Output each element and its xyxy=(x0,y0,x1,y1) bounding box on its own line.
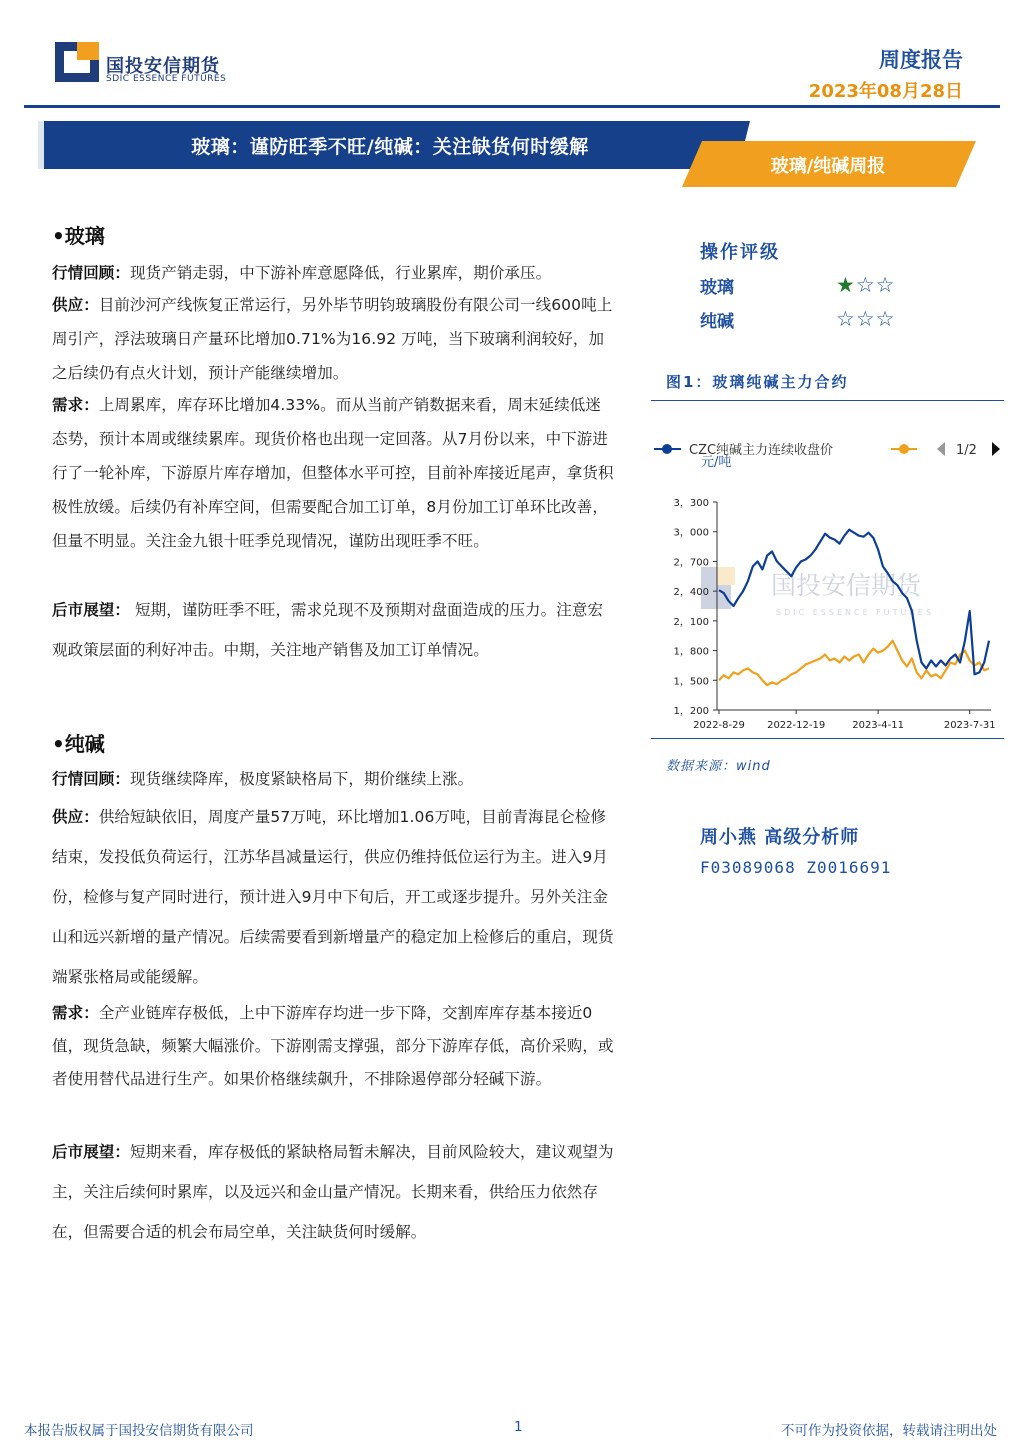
footer-disclaimer: 不可作为投资依据，转载请注明出处 xyxy=(781,1423,997,1439)
price-chart xyxy=(651,432,1004,732)
footer-copyright: 本报告版权属于国投安信期货有限公司 xyxy=(24,1423,254,1439)
chart-unit-label: 元/吨 xyxy=(701,455,732,470)
watermark-text-cn: 国投安信期货 xyxy=(771,571,922,600)
chart-watermark xyxy=(701,567,934,617)
y-tick-label: 2，700 xyxy=(673,557,709,569)
soda-outlook-label: 后市展望： xyxy=(52,1143,131,1161)
data-source: 数据来源：wind xyxy=(666,759,771,774)
company-logo xyxy=(55,42,99,82)
star-filled-icon: ★ xyxy=(836,273,856,297)
soda-outlook-text: 短期来看，库存极低的紧缺格局暂未解决，目前风险较大，建议观望为主，关注后续何时累库，以及远兴和金山量产情况。长期来看，供给压力依然存在，但需要合适的机会布局空单，关注缺货何时缓解。 xyxy=(52,1143,614,1241)
analyst-license-ids: F03089068 Z0016691 xyxy=(700,858,892,877)
soda-review-label: 行情回顾： xyxy=(52,770,131,788)
glass-review-text: 现货产销走弱，中下游补库意愿降低，行业累库，期价承压。 xyxy=(130,264,552,282)
legend-pager: 1/2 xyxy=(956,443,977,458)
x-tick-label: 2022-8-29 xyxy=(693,720,745,731)
y-tick-label: 1，200 xyxy=(673,706,709,717)
soda-review xyxy=(52,762,615,796)
legend-next-arrow[interactable] xyxy=(992,442,1000,456)
y-tick-label: 1，500 xyxy=(673,676,709,688)
figure-title: 图1：玻璃纯碱主力合约 xyxy=(666,373,849,391)
x-tick-label: 2023-7-31 xyxy=(943,720,996,731)
report-tag: 玻璃/纯碱周报 xyxy=(770,156,886,177)
report-date: 2023年08月28日 xyxy=(808,81,963,102)
star-empty-icon: ☆ xyxy=(855,307,876,331)
star-empty-icon: ☆ xyxy=(855,273,876,297)
figure-top-rule xyxy=(651,400,1004,401)
glass-supply-text: 目前沙河产线恢复正常运行，另外毕节明钧玻璃股份有限公司一线600吨上周引产，浮法玻璃日产量环比增加0.71%为16.92 万吨，当下玻璃利润较好，加之后续仍有点火计划，预计产能继续增加。 xyxy=(52,296,613,382)
rating-name-glass: 玻璃 xyxy=(700,278,734,298)
x-tick-label: 2023-4-11 xyxy=(852,720,904,731)
legend-prev-arrow[interactable] xyxy=(937,442,945,456)
soda-demand-text: 全产业链库存极低，上中下游库存均进一步下降，交割库库存基本接近0值，现货急缺，频繁大幅涨价。下游刚需支撑强，部分下游库存低，高价采购，或者使用替代品进行生产。如果价格继续飙升，不排除遏停部分轻碱下游。 xyxy=(52,1004,614,1088)
header-divider xyxy=(24,105,1000,108)
soda-outlook xyxy=(52,1132,615,1252)
star-empty-icon: ☆ xyxy=(875,307,896,331)
glass-review-label: 行情回顾： xyxy=(52,264,131,282)
glass-outlook xyxy=(52,590,615,670)
legend-label-blue: CZC纯碱主力连续收盘价 xyxy=(689,443,834,458)
rating-name-soda: 纯碱 xyxy=(700,312,734,332)
y-tick-label: 3，000 xyxy=(673,527,709,539)
rating-heading: 操作评级 xyxy=(700,242,780,263)
report-type: 周度报告 xyxy=(879,48,963,72)
y-tick-label: 2，100 xyxy=(673,616,709,628)
legend-marker-blue xyxy=(662,444,672,454)
watermark-text-en: SDIC ESSENCE FUTURES xyxy=(776,608,935,617)
star-empty-icon: ☆ xyxy=(836,307,856,331)
y-tick-label: 1，800 xyxy=(673,646,709,658)
glass-demand-text: 上周累库，库存环比增加4.33%。而从当前产销数据来看，周末延续低迷态势，预计本周或继续累库。现货价格也出现一定回落。从7月份以来，中下游进行了一轮补库，下游原片库存增加，但整体水平可控，目前补库接近尾声，拿货积极性放缓。后续仍有补库空间，但需要配合加工订单，8月份加工订单环比改善，但量不明显。关注金九银十旺季兑现情况，谨防出现旺季不旺。 xyxy=(52,396,614,550)
x-tick-label: 2022-12-19 xyxy=(767,720,826,731)
y-tick-label: 2，400 xyxy=(673,587,709,599)
series-line-soda-ash xyxy=(719,530,989,675)
legend-marker-orange xyxy=(899,444,909,454)
logo-text-en: SDIC ESSENCE FUTURES xyxy=(106,74,227,84)
glass-demand xyxy=(52,388,615,558)
star-empty-icon: ☆ xyxy=(875,273,896,297)
soda-supply xyxy=(52,797,615,997)
soda-review-text: 现货继续降库，极度紧缺格局下，期价继续上涨。 xyxy=(130,770,474,788)
glass-review xyxy=(52,256,615,290)
soda-demand xyxy=(52,997,615,1096)
soda-demand-label: 需求： xyxy=(52,1004,99,1022)
glass-supply xyxy=(52,288,615,390)
glass-supply-label: 供应： xyxy=(52,296,99,314)
section-heading-glass: •玻璃 xyxy=(52,224,105,248)
y-tick-label: 3，300 xyxy=(673,498,709,509)
watermark-logo-accent xyxy=(717,567,735,585)
rating-stars-glass xyxy=(836,273,895,297)
page-number: 1 xyxy=(514,1419,523,1435)
logo-text-cn: 国投安信期货 xyxy=(106,56,220,77)
section-heading-soda: •纯碱 xyxy=(52,732,105,756)
soda-supply-text: 供给短缺依旧，周度产量57万吨，环比增加1.06万吨，目前青海昆仑检修结束，发投低负荷运行，江苏华昌减量运行，供应仍维持低位运行为主。进入9月份，检修与复产同时进行，预计进入9月中下旬后，开工或逐步提升。另外关注金山和远兴新增的量产情况。后续需要看到新增量产的稳定加上检修后的重启，现货端紧张格局或能缓解。 xyxy=(52,808,614,986)
glass-demand-label: 需求： xyxy=(52,396,99,414)
glass-outlook-label: 后市展望： xyxy=(52,601,131,619)
figure-bottom-rule xyxy=(651,738,1004,739)
rating-stars-soda xyxy=(836,307,895,331)
glass-outlook-text: 短期，谨防旺季不旺，需求兑现不及预期对盘面造成的压力。注意宏观政策层面的利好冲击。中期，关注地产销售及加工订单情况。 xyxy=(52,601,604,659)
analyst-name: 周小燕 高级分析师 xyxy=(700,827,860,848)
soda-supply-label: 供应： xyxy=(52,808,99,826)
report-title: 玻璃：谨防旺季不旺/纯碱：关注缺货何时缓解 xyxy=(191,136,589,158)
